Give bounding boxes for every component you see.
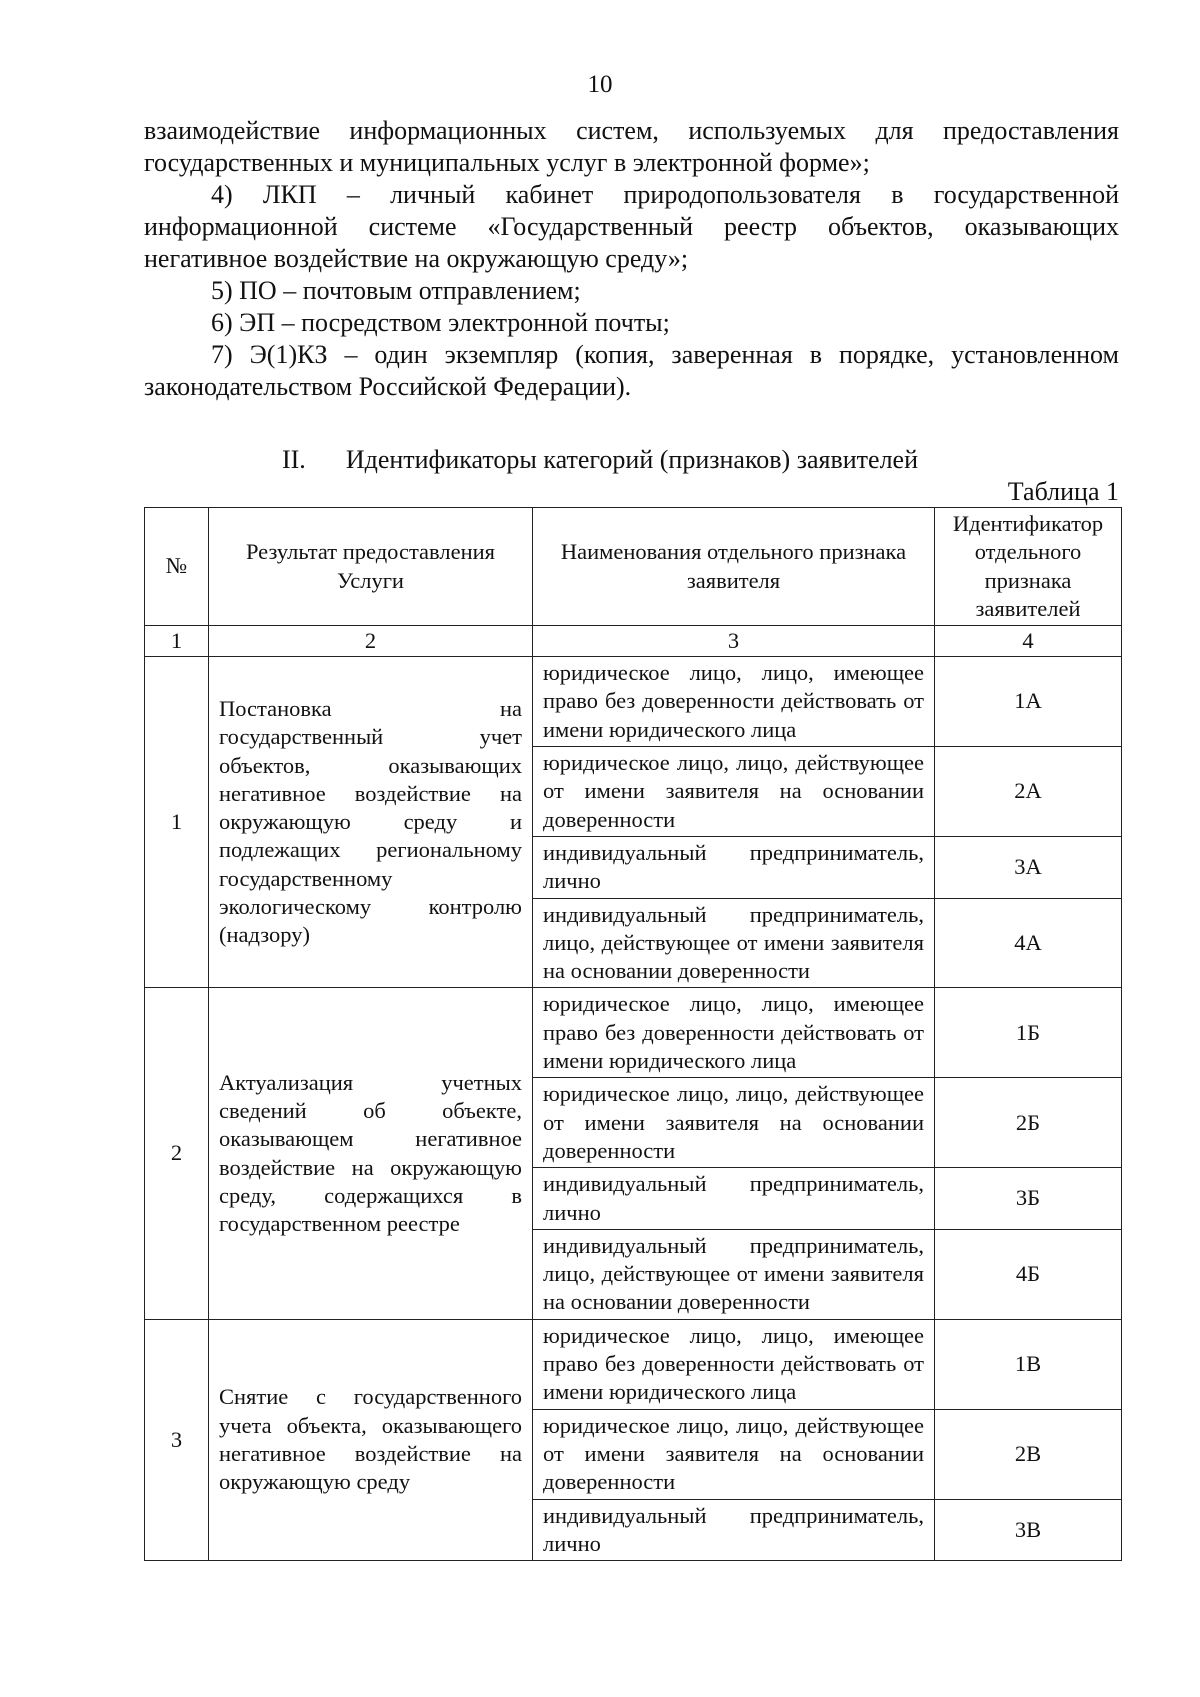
column-number-cell: 3: [533, 626, 935, 657]
service-result-cell: Постановка на государственный учет объектов, оказывающих негативное воздействие на окружающую среду и подлежащих региональному государственному экологическому контролю (надзору): [209, 657, 533, 988]
identifier-cell: 4А: [935, 898, 1122, 988]
header-cell-result: Результат предоставления Услуги: [209, 508, 533, 626]
identifier-cell: 1Б: [935, 988, 1122, 1078]
identifier-cell: 2Б: [935, 1078, 1122, 1168]
paragraph: 7) Э(1)КЗ – один экземпляр (копия, заверенная в порядке, установленном законодательством Российской Федерации).: [144, 340, 1119, 401]
service-result-cell: Снятие с государственного учета объекта, оказывающего негативное воздействие на окружающую среду: [209, 1319, 533, 1560]
applicant-feature-cell: юридическое лицо, лицо, имеющее право без доверенности действовать от имени юридического лица: [533, 988, 935, 1078]
applicant-feature-cell: юридическое лицо, лицо, имеющее право без доверенности действовать от имени юридического лица: [533, 1319, 935, 1409]
body-text: [144, 115, 1119, 403]
applicant-feature-cell: юридическое лицо, лицо, действующее от имени заявителя на основании доверенности: [533, 1078, 935, 1168]
table-header-row: [145, 508, 1122, 626]
paragraph: 6) ЭП – посредством электронной почты;: [211, 308, 670, 337]
applicant-feature-cell: юридическое лицо, лицо, действующее от имени заявителя на основании доверенности: [533, 1409, 935, 1499]
identifier-cell: 2А: [935, 747, 1122, 837]
paragraph: 5) ПО – почтовым отправлением;: [211, 276, 581, 305]
service-result-cell: Актуализация учетных сведений об объекте, оказывающем негативное воздействие на окружающую среду, содержащихся в государственном реестре: [209, 988, 533, 1319]
paragraph: взаимодействие информационных систем, используемых для предоставления государственных и муниципальных услуг в электронной форме»;: [144, 116, 1119, 177]
identifier-cell: 2В: [935, 1409, 1122, 1499]
applicant-categories-table: [144, 507, 1122, 1561]
row-number-cell: 2: [145, 988, 209, 1319]
column-number-cell: 4: [935, 626, 1122, 657]
identifier-cell: 1В: [935, 1319, 1122, 1409]
applicant-feature-cell: индивидуальный предприниматель, лицо, действующее от имени заявителя на основании доверенности: [533, 1229, 935, 1319]
applicant-feature-cell: индивидуальный предприниматель, лично: [533, 1168, 935, 1230]
paragraph: 4) ЛКП – личный кабинет природопользователя в государственной информационной системе «Государственный реестр объектов, оказывающих негативное воздействие на окружающую среду»;: [144, 180, 1119, 273]
applicant-feature-cell: индивидуальный предприниматель, лично: [533, 836, 935, 898]
table-label: Таблица 1: [1007, 477, 1119, 506]
header-cell-identifier: Идентификатор отдельного признака заявителей: [935, 508, 1122, 626]
section-number: II.: [281, 445, 306, 474]
identifier-cell: 1А: [935, 657, 1122, 747]
header-cell-number: №: [145, 508, 209, 626]
header-cell-feature: Наименования отдельного признака заявителя: [533, 508, 935, 626]
section-title: [0, 444, 1200, 476]
applicant-feature-cell: индивидуальный предприниматель, лично: [533, 1499, 935, 1561]
row-number-cell: 3: [145, 1319, 209, 1560]
column-number-cell: 1: [145, 626, 209, 657]
table-row: [145, 988, 1122, 1078]
column-number-cell: 2: [209, 626, 533, 657]
column-numbers-row: [145, 626, 1122, 657]
applicant-feature-cell: юридическое лицо, лицо, имеющее право без доверенности действовать от имени юридического лица: [533, 657, 935, 747]
applicant-feature-cell: индивидуальный предприниматель, лицо, действующее от имени заявителя на основании доверенности: [533, 898, 935, 988]
identifier-cell: 4Б: [935, 1229, 1122, 1319]
table-row: [145, 1319, 1122, 1409]
applicant-feature-cell: юридическое лицо, лицо, действующее от имени заявителя на основании доверенности: [533, 747, 935, 837]
row-number-cell: 1: [145, 657, 209, 988]
identifier-cell: 3А: [935, 836, 1122, 898]
table-row: [145, 657, 1122, 747]
identifier-cell: 3Б: [935, 1168, 1122, 1230]
page-number: 10: [587, 71, 613, 98]
identifier-cell: 3В: [935, 1499, 1122, 1561]
section-heading: Идентификаторы категорий (признаков) заявителей: [345, 445, 919, 474]
